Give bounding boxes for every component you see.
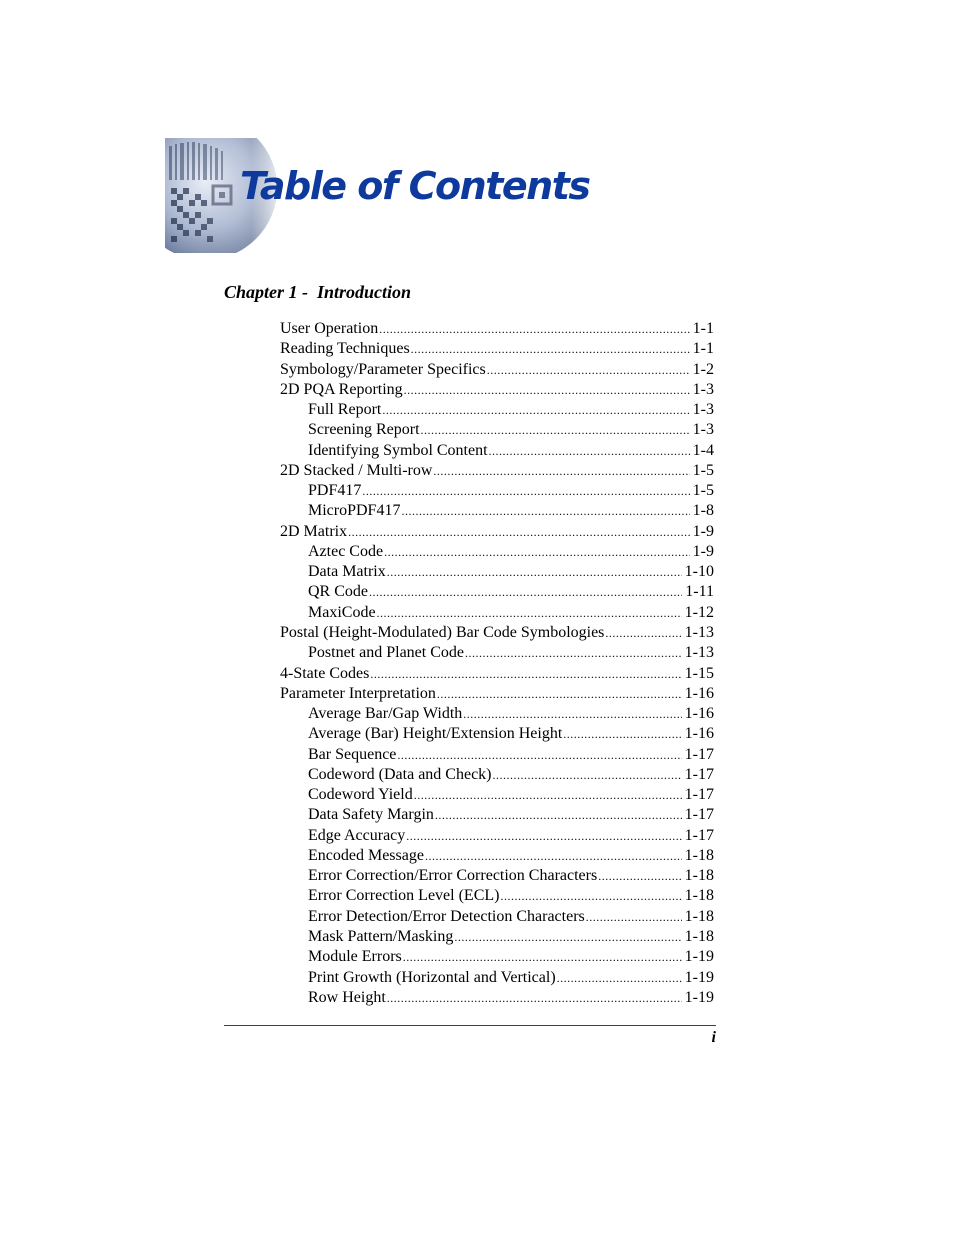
toc-entry-title: Encoded Message <box>308 846 424 864</box>
toc-entry-title: Error Detection/Error Detection Characters <box>308 907 585 925</box>
toc-entry-page: 1-13 <box>684 623 714 641</box>
toc-entry-page: 1-18 <box>684 907 714 925</box>
toc-entry-title: MicroPDF417 <box>308 502 401 520</box>
toc-entry-page: 1-17 <box>684 826 714 844</box>
dot-leader <box>369 582 682 602</box>
toc-entry-title: Average Bar/Gap Width <box>308 705 463 723</box>
toc-entry[interactable] <box>280 380 714 400</box>
toc-entry-title: 2D Stacked / Multi-row <box>280 461 433 479</box>
toc-entry-page: 1-18 <box>684 887 714 905</box>
dot-leader <box>437 684 682 704</box>
toc-entry-page: 1-1 <box>692 340 714 358</box>
toc-entry[interactable] <box>280 886 714 906</box>
toc-entry[interactable] <box>280 441 714 461</box>
toc-entry-page: 1-10 <box>684 563 714 581</box>
toc-entry-title: Identifying Symbol Content <box>308 441 488 459</box>
toc-entry[interactable] <box>280 481 714 501</box>
toc-entry[interactable] <box>280 745 714 765</box>
toc-entry-title: Edge Accuracy <box>308 826 406 844</box>
toc-entry-title: Data Matrix <box>308 563 386 581</box>
dot-leader <box>411 339 690 359</box>
dot-leader <box>404 380 690 400</box>
toc-entry[interactable] <box>280 562 714 582</box>
toc-entry-page: 1-18 <box>684 846 714 864</box>
toc-entry-page: 1-11 <box>685 583 714 601</box>
toc-entry-title: Codeword Yield <box>308 786 413 804</box>
toc-entry[interactable] <box>280 582 714 602</box>
toc-entry[interactable] <box>280 765 714 785</box>
dot-leader <box>414 785 682 805</box>
toc-entry[interactable] <box>280 623 714 643</box>
toc-entry-title: Postal (Height-Modulated) Bar Code Symbologies <box>280 623 605 641</box>
toc-entry-page: 1-17 <box>684 765 714 783</box>
dot-leader <box>598 866 681 886</box>
toc-entry-page: 1-19 <box>684 968 714 986</box>
dot-leader <box>463 704 681 724</box>
toc-entry-page: 1-18 <box>684 927 714 945</box>
dot-leader <box>454 927 681 947</box>
dot-leader <box>425 846 682 866</box>
dot-leader <box>421 420 690 440</box>
toc-entry[interactable] <box>280 339 714 359</box>
toc-entry-page: 1-5 <box>692 482 714 500</box>
toc-entry-title: Mask Pattern/Masking <box>308 927 454 945</box>
toc-entry[interactable] <box>280 704 714 724</box>
toc-entry-title: User Operation <box>280 320 379 337</box>
dot-leader <box>387 562 682 582</box>
toc-entry[interactable] <box>280 907 714 927</box>
toc-entry[interactable] <box>280 684 714 704</box>
dot-leader <box>370 664 681 684</box>
toc-entry[interactable] <box>280 846 714 866</box>
toc-entry[interactable] <box>280 866 714 886</box>
toc-entry-title: PDF417 <box>308 482 362 500</box>
toc-entry-title: Codeword (Data and Check) <box>308 765 492 783</box>
toc-entry-title: Reading Techniques <box>280 340 410 358</box>
toc-entry[interactable] <box>280 501 714 521</box>
toc-entry-page: 1-8 <box>692 502 714 520</box>
dot-leader <box>403 947 682 967</box>
toc-entry-title: Module Errors <box>308 948 402 966</box>
dot-leader <box>387 988 682 1008</box>
toc-entry-page: 1-12 <box>684 603 714 621</box>
toc-entry-page: 1-15 <box>684 664 714 682</box>
toc-entry-page: 1-4 <box>692 441 714 459</box>
toc-entry-title: 2D Matrix <box>280 522 348 540</box>
toc-entry-title: 2D PQA Reporting <box>280 380 403 398</box>
dot-leader <box>605 623 681 643</box>
toc-entry-title: QR Code <box>308 583 368 601</box>
toc-entry-title: Average (Bar) Height/Extension Height <box>308 725 563 743</box>
toc-entry[interactable] <box>280 988 714 1008</box>
dot-leader <box>379 319 689 339</box>
toc-list <box>280 319 714 1008</box>
toc-entry[interactable] <box>280 420 714 440</box>
toc-entry-page: 1-1 <box>692 320 714 337</box>
toc-entry[interactable] <box>280 805 714 825</box>
page-number: i <box>711 1029 716 1046</box>
footer-divider <box>224 1025 716 1026</box>
toc-entry[interactable] <box>280 724 714 744</box>
toc-entry-title: Aztec Code <box>308 542 384 560</box>
dot-leader <box>563 724 681 744</box>
toc-entry-title: MaxiCode <box>308 603 376 621</box>
toc-entry-title: 4-State Codes <box>280 664 370 682</box>
dot-leader <box>384 542 690 562</box>
toc-entry[interactable] <box>280 542 714 562</box>
toc-entry-page: 1-18 <box>684 867 714 885</box>
toc-entry[interactable] <box>280 643 714 663</box>
dot-leader <box>487 360 690 380</box>
toc-entry-page: 1-19 <box>684 948 714 966</box>
toc-entry[interactable] <box>280 522 714 542</box>
dot-leader <box>493 765 682 785</box>
toc-entry[interactable] <box>280 826 714 846</box>
dot-leader <box>397 745 681 765</box>
toc-entry-title: Error Correction Level (ECL) <box>308 887 500 905</box>
toc-entry[interactable] <box>280 785 714 805</box>
toc-entry[interactable] <box>280 400 714 420</box>
toc-entry-page: 1-19 <box>684 988 714 1006</box>
dot-leader <box>433 461 689 481</box>
toc-entry-page: 1-3 <box>692 380 714 398</box>
dot-leader <box>557 968 682 988</box>
toc-entry-page: 1-2 <box>692 360 714 378</box>
dot-leader <box>435 805 682 825</box>
toc-entry[interactable] <box>280 603 714 623</box>
toc-entry[interactable] <box>280 360 714 380</box>
dot-leader <box>348 522 690 542</box>
toc-entry[interactable] <box>280 664 714 684</box>
toc-entry-page: 1-13 <box>684 644 714 662</box>
page-title: Table of Contents <box>240 164 590 208</box>
toc-entry-page: 1-16 <box>684 725 714 743</box>
dot-leader <box>362 481 689 501</box>
toc-entry-page: 1-3 <box>692 401 714 419</box>
toc-entry-title: Symbology/Parameter Specifics <box>280 360 486 378</box>
toc-entry-page: 1-17 <box>684 806 714 824</box>
dot-leader <box>489 441 690 461</box>
toc-entry-title: Bar Sequence <box>308 745 397 763</box>
dot-leader <box>500 886 681 906</box>
dot-leader <box>465 643 682 663</box>
toc-entry[interactable] <box>280 461 714 481</box>
toc-entry-page: 1-17 <box>684 786 714 804</box>
toc-entry-page: 1-5 <box>692 461 714 479</box>
toc-entry-title: Print Growth (Horizontal and Vertical) <box>308 968 556 986</box>
dot-leader <box>377 603 682 623</box>
toc-entry-page: 1-9 <box>692 542 714 560</box>
toc-entry-title: Data Safety Margin <box>308 806 434 824</box>
toc-entry-page: 1-16 <box>684 684 714 702</box>
toc-entry-page: 1-16 <box>684 705 714 723</box>
toc-entry[interactable] <box>280 968 714 988</box>
dot-leader <box>586 907 682 927</box>
toc-entry-title: Postnet and Planet Code <box>308 644 464 662</box>
toc-entry[interactable] <box>280 319 714 339</box>
chapter-heading: Chapter 1 - Introduction <box>224 282 412 302</box>
toc-entry[interactable] <box>280 927 714 947</box>
toc-entry-page: 1-3 <box>692 421 714 439</box>
toc-entry-title: Screening Report <box>308 421 420 439</box>
dot-leader <box>401 501 689 521</box>
dot-leader <box>406 826 681 846</box>
toc-entry-title: Error Correction/Error Correction Characters <box>308 867 598 885</box>
toc-entry-title: Parameter Interpretation <box>280 684 436 702</box>
toc-entry-title: Row Height <box>308 988 386 1006</box>
toc-entry-title: Full Report <box>308 401 382 419</box>
toc-entry-page: 1-9 <box>692 522 714 540</box>
toc-entry[interactable] <box>280 947 714 967</box>
toc-entry-page: 1-17 <box>684 745 714 763</box>
dot-leader <box>382 400 689 420</box>
